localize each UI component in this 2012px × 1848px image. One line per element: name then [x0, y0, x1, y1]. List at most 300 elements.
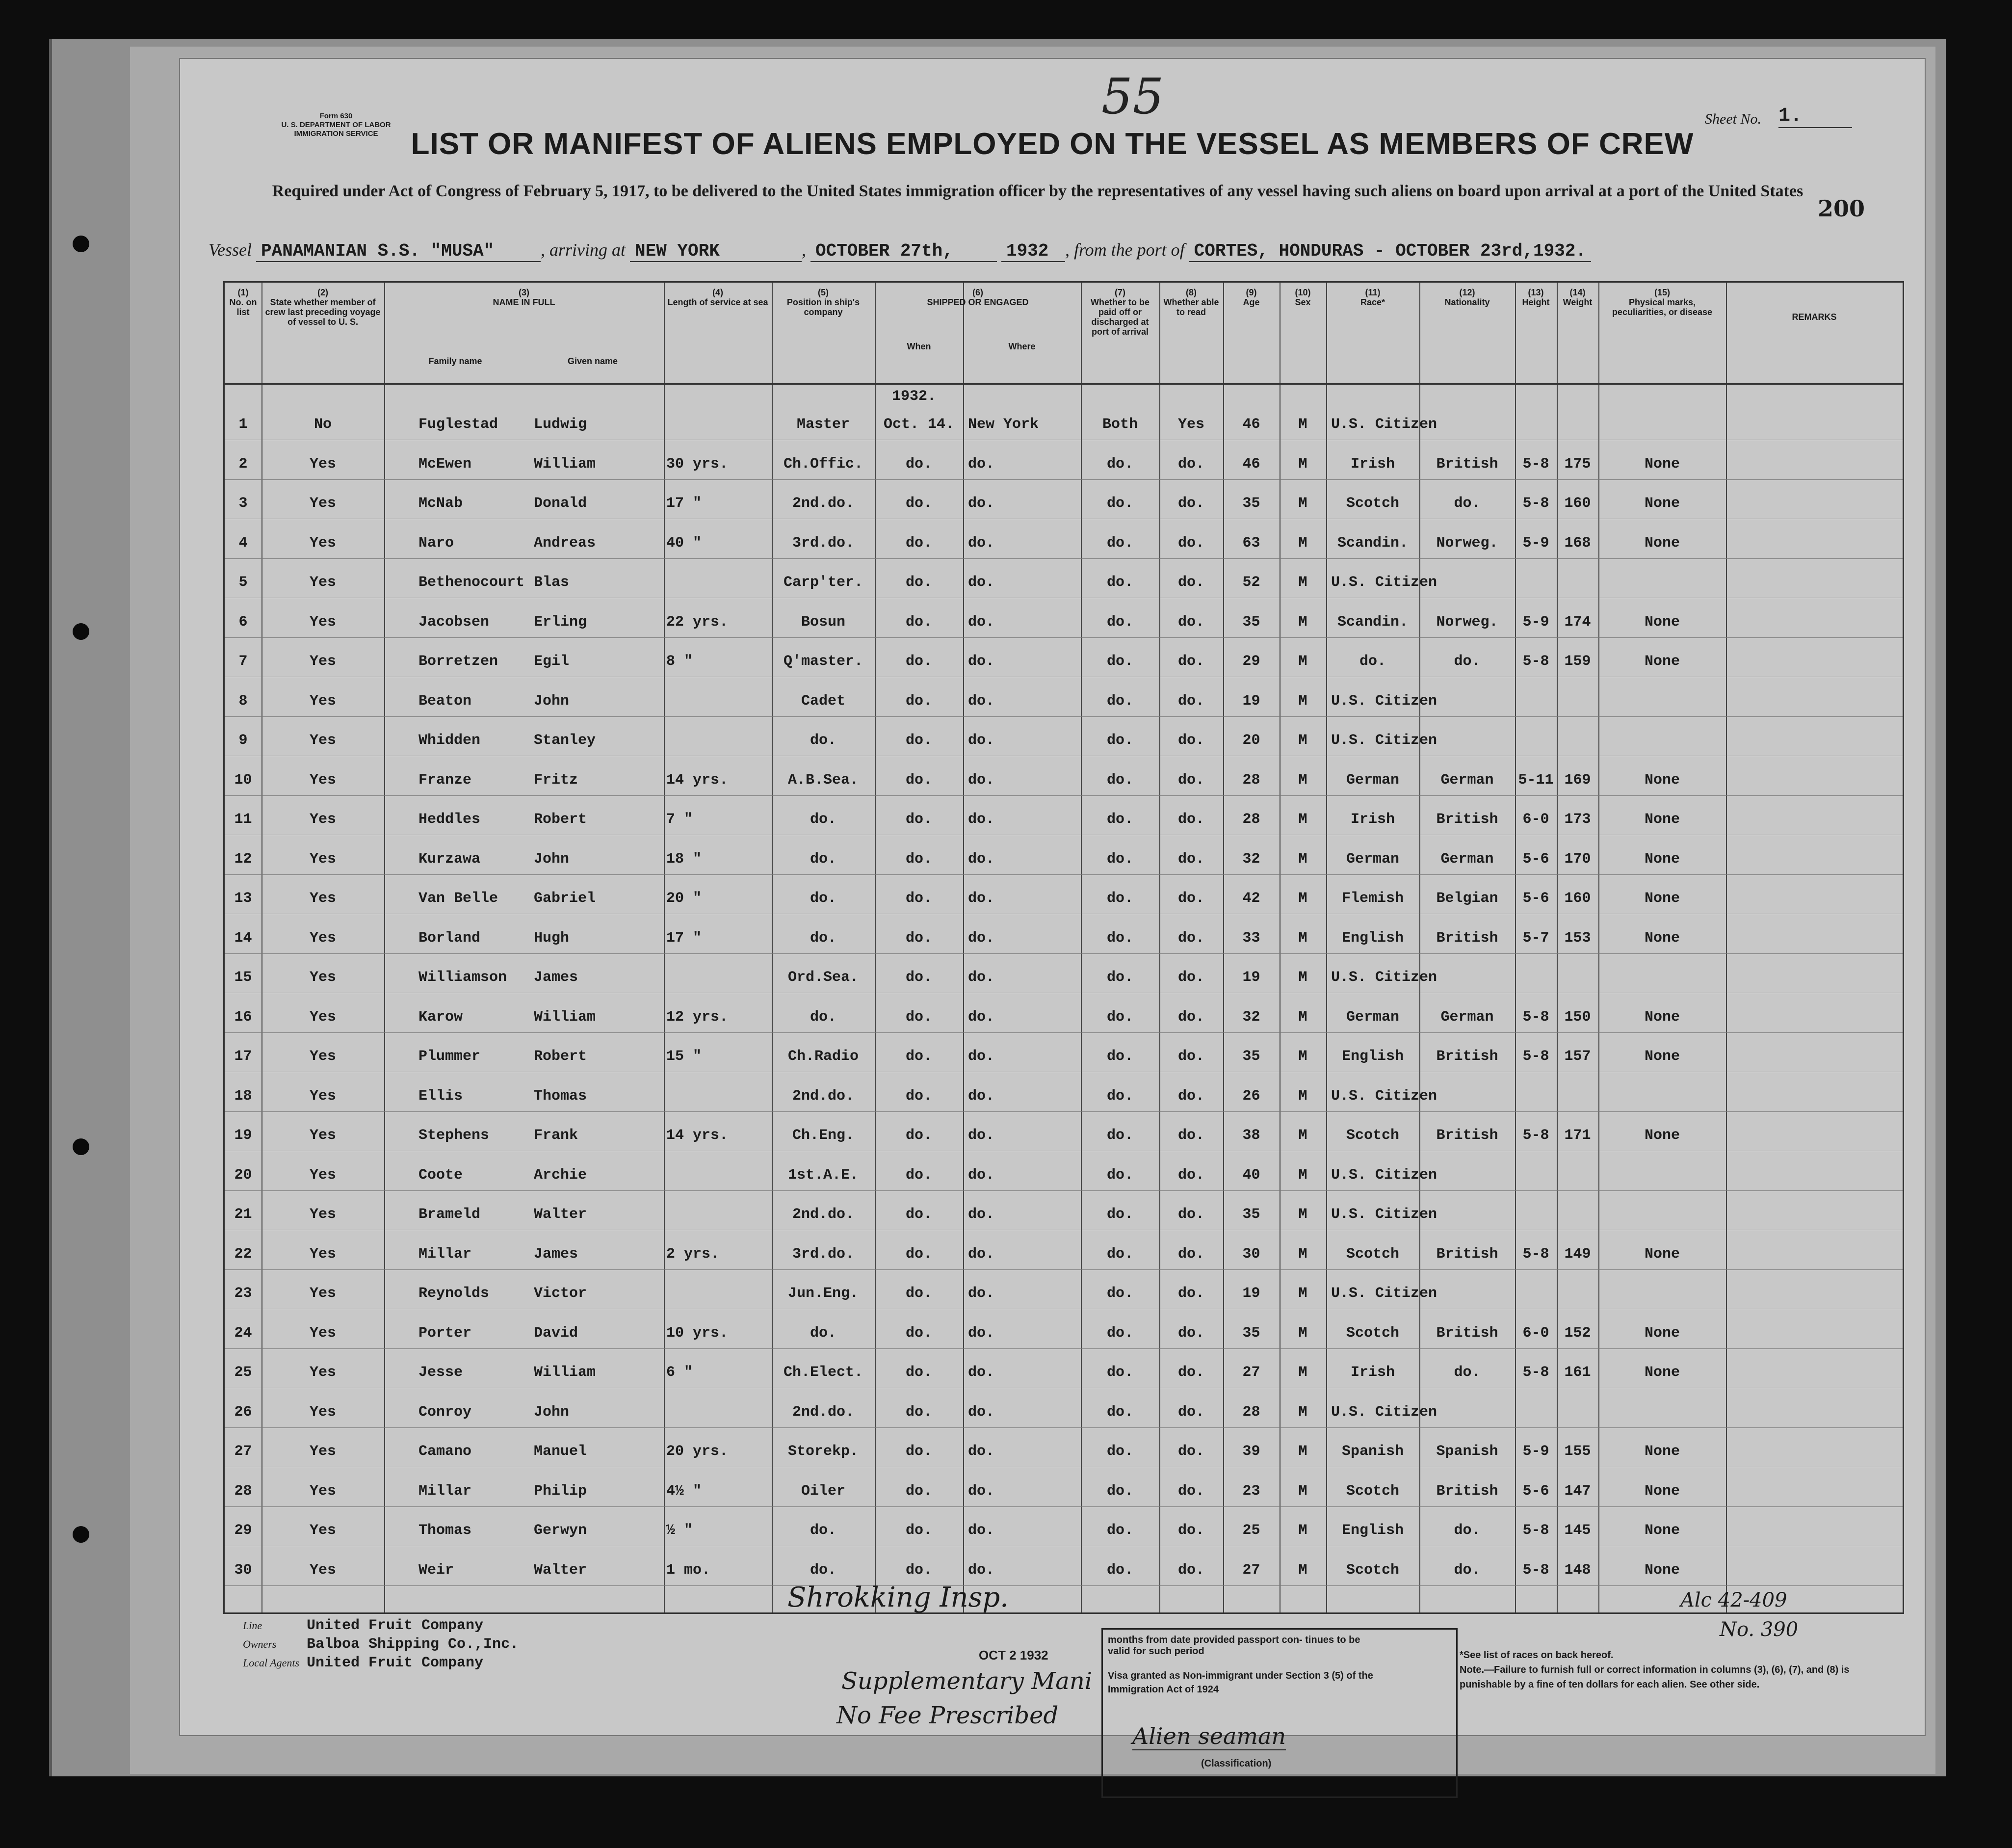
cell-list-number: 2 [238, 455, 248, 473]
cell-position: Ch.Elect. [783, 1364, 863, 1381]
cell-family-name: Karow [418, 1008, 463, 1026]
cell-race: English [1341, 1522, 1404, 1539]
line-value: United Fruit Company [307, 1617, 484, 1634]
header-col5 [774, 288, 872, 317]
cell-able-to-read: do. [1177, 1127, 1204, 1144]
cell-family-name: Beaton [418, 692, 472, 710]
cell-age: 40 [1242, 1166, 1260, 1184]
header-col13 [1517, 288, 1554, 307]
punch-hole [73, 623, 89, 640]
cell-service-length: 14 yrs. [666, 1127, 729, 1144]
cell-given-name: Hugh [534, 929, 570, 947]
cell-family-name: Heddles [418, 811, 481, 828]
cell-weight: 153 [1564, 929, 1591, 947]
cell-height: 5-8 [1522, 495, 1549, 512]
header-col2-label: State whether member of crew last preceding voyage of vessel to U. S. [265, 297, 381, 327]
cell-race: U.S. Citizen [1331, 1166, 1437, 1184]
cell-paid-off: do. [1106, 692, 1133, 710]
header-col3-number: (3) [519, 288, 529, 297]
cell-height: 5-8 [1522, 455, 1549, 473]
cell-able-to-read: do. [1177, 653, 1204, 670]
cell-service-length: 14 yrs. [666, 771, 729, 789]
cell-able-to-read: do. [1177, 1206, 1204, 1223]
cell-shipped-where: do. [968, 732, 995, 749]
cell-sex: M [1298, 416, 1307, 433]
header-col14-number: (14) [1569, 288, 1586, 297]
cell-nationality: do. [1454, 653, 1481, 670]
cell-service-length: 4½ " [666, 1482, 702, 1500]
cell-shipped-when: do. [905, 969, 932, 986]
cell-service-length: 17 " [666, 495, 702, 512]
cell-physical-marks: None [1644, 613, 1680, 631]
cell-paid-off: do. [1106, 1245, 1133, 1263]
column-divider [1726, 283, 1727, 1612]
cell-service-length: 6 " [666, 1364, 693, 1381]
cell-physical-marks: None [1644, 850, 1680, 868]
cell-given-name: Walter [534, 1561, 587, 1579]
cell-weight: 171 [1564, 1127, 1591, 1144]
cell-able-to-read: do. [1177, 969, 1204, 986]
cell-able-to-read: do. [1177, 890, 1204, 907]
cell-service-length: 40 " [666, 534, 702, 552]
cell-family-name: McNab [418, 495, 463, 512]
header-col15 [1601, 288, 1724, 317]
handwritten-no-fee: No Fee Prescribed [836, 1702, 1059, 1729]
cell-given-name: Ludwig [534, 416, 587, 433]
header-family-name: Family name [428, 356, 482, 366]
cell-sex: M [1298, 969, 1307, 986]
header-col11 [1329, 288, 1417, 307]
cell-prior-voyage: Yes [309, 771, 336, 789]
column-divider [1557, 283, 1558, 1612]
cell-race: English [1341, 1048, 1404, 1065]
cell-sex: M [1298, 1403, 1307, 1421]
cell-position: Jun.Eng. [787, 1285, 859, 1302]
cell-height: 6-0 [1522, 1324, 1549, 1342]
cell-age: 63 [1242, 534, 1260, 552]
cell-paid-off: do. [1106, 1048, 1133, 1065]
cell-physical-marks: None [1644, 1443, 1680, 1460]
cell-shipped-where: do. [968, 613, 995, 631]
cell-age: 33 [1242, 929, 1260, 947]
header-col9-number: (9) [1246, 288, 1257, 297]
cell-sex: M [1298, 929, 1307, 947]
cell-nationality: do. [1454, 495, 1481, 512]
cell-weight: 150 [1564, 1008, 1591, 1026]
cell-paid-off: do. [1106, 1443, 1133, 1460]
agents-value: United Fruit Company [307, 1655, 484, 1671]
cell-list-number: 3 [238, 495, 248, 512]
cell-position: Storekp. [787, 1443, 859, 1460]
cell-shipped-when: do. [905, 1285, 932, 1302]
cell-race: Scotch [1346, 1324, 1400, 1342]
header-col7 [1083, 288, 1157, 337]
inspector-signature: Shrokking Insp. [787, 1582, 1009, 1613]
cell-nationality: German [1440, 1008, 1494, 1026]
cell-age: 25 [1242, 1522, 1260, 1539]
cell-position: A.B.Sea. [787, 771, 859, 789]
cell-sex: M [1298, 1008, 1307, 1026]
cell-given-name: Philip [534, 1482, 587, 1500]
cell-able-to-read: do. [1177, 1482, 1204, 1500]
cell-sex: M [1298, 1087, 1307, 1105]
cell-given-name: Frank [534, 1127, 578, 1144]
row-rule [225, 1111, 1903, 1112]
arrival-year: 1932 [1001, 241, 1065, 262]
cell-race: Flemish [1341, 890, 1404, 907]
cell-shipped-when: do. [905, 929, 932, 947]
cell-given-name: Blas [534, 574, 570, 591]
cell-weight: 157 [1564, 1048, 1591, 1065]
cell-sex: M [1298, 1127, 1307, 1144]
row-rule [225, 479, 1903, 480]
cell-sex: M [1298, 574, 1307, 591]
cell-service-length: 18 " [666, 850, 702, 868]
cell-list-number: 19 [234, 1127, 252, 1144]
cell-family-name: Franze [418, 771, 472, 789]
header-col3-label: NAME IN FULL [493, 297, 555, 307]
cell-list-number: 24 [234, 1324, 252, 1342]
cell-family-name: Bethenocourt [418, 574, 525, 591]
cell-shipped-where: do. [968, 534, 995, 552]
cell-physical-marks: None [1644, 653, 1680, 670]
cell-age: 27 [1242, 1364, 1260, 1381]
cell-shipped-when: do. [905, 1561, 932, 1579]
cell-age: 19 [1242, 1285, 1260, 1302]
races-note: *See list of races on back hereof. [1460, 1650, 1614, 1661]
cell-shipped-when: do. [905, 811, 932, 828]
cell-race: U.S. Citizen [1331, 416, 1437, 433]
cell-list-number: 22 [234, 1245, 252, 1263]
column-divider [963, 283, 964, 1612]
cell-prior-voyage: Yes [309, 1166, 336, 1184]
form-number: Form 630 [319, 112, 353, 120]
cell-age: 27 [1242, 1561, 1260, 1579]
cell-family-name: Thomas [418, 1522, 472, 1539]
cell-sex: M [1298, 771, 1307, 789]
cell-weight: 161 [1564, 1364, 1591, 1381]
agents-label: Local Agents [243, 1657, 300, 1669]
cell-height: 5-6 [1522, 850, 1549, 868]
cell-list-number: 30 [234, 1561, 252, 1579]
header-when: When [907, 342, 931, 351]
cell-paid-off: do. [1106, 811, 1133, 828]
cell-service-length: ½ " [666, 1522, 693, 1539]
cell-able-to-read: do. [1177, 495, 1204, 512]
cell-sex: M [1298, 534, 1307, 552]
cell-given-name: James [534, 969, 578, 986]
cell-age: 46 [1242, 416, 1260, 433]
cell-able-to-read: do. [1177, 929, 1204, 947]
cell-age: 35 [1242, 613, 1260, 631]
cell-position: do. [810, 890, 836, 907]
cell-sex: M [1298, 653, 1307, 670]
header-col8 [1162, 288, 1221, 317]
cell-shipped-when: do. [905, 890, 932, 907]
header-given-name: Given name [567, 356, 618, 366]
cell-family-name: Ellis [418, 1087, 463, 1105]
cell-able-to-read: do. [1177, 1166, 1204, 1184]
handwritten-reference-2: No. 390 [1720, 1618, 1799, 1641]
cell-given-name: Gerwyn [534, 1522, 587, 1539]
cell-race: English [1341, 929, 1404, 947]
arrival-date: OCTOBER 27th, [810, 241, 997, 262]
cell-list-number: 7 [238, 653, 248, 670]
cell-able-to-read: do. [1177, 613, 1204, 631]
cell-sex: M [1298, 811, 1307, 828]
cell-able-to-read: Yes [1177, 416, 1204, 433]
cell-shipped-where: do. [968, 1482, 995, 1500]
arrival-port: NEW YORK [630, 241, 802, 262]
cell-position: 1st.A.E. [787, 1166, 859, 1184]
cell-shipped-where: do. [968, 1048, 995, 1065]
cell-able-to-read: do. [1177, 455, 1204, 473]
cell-nationality: Norweg. [1436, 613, 1498, 631]
cell-sex: M [1298, 890, 1307, 907]
visa-validity-text: months from date provided passport con- tinues to be valid for such period [1108, 1635, 1360, 1657]
cell-service-length: 1 mo. [666, 1561, 711, 1579]
cell-race: Scandin. [1337, 613, 1409, 631]
cell-list-number: 20 [234, 1166, 252, 1184]
cell-shipped-when: do. [905, 1127, 932, 1144]
sheet-number-label: Sheet No. [1705, 111, 1761, 127]
cell-weight: 173 [1564, 811, 1591, 828]
cell-list-number: 5 [238, 574, 248, 591]
cell-weight: 145 [1564, 1522, 1591, 1539]
cell-able-to-read: do. [1177, 534, 1204, 552]
shipped-year-note: 1932. [892, 388, 937, 405]
cell-height: 5-9 [1522, 534, 1549, 552]
cell-given-name: John [534, 850, 570, 868]
cell-position: 3rd.do. [792, 1245, 855, 1263]
cell-given-name: Stanley [534, 732, 596, 749]
cell-nationality: Spanish [1436, 1443, 1498, 1460]
cell-shipped-when: do. [905, 850, 932, 868]
cell-list-number: 6 [238, 613, 248, 631]
cell-nationality: German [1440, 771, 1494, 789]
punch-hole [73, 1138, 89, 1155]
cell-prior-voyage: Yes [309, 1127, 336, 1144]
header-col12 [1422, 288, 1513, 307]
cell-service-length: 30 yrs. [666, 455, 729, 473]
cell-given-name: David [534, 1324, 578, 1342]
header-col2-number: (2) [317, 288, 328, 297]
cell-paid-off: do. [1106, 495, 1133, 512]
cell-able-to-read: do. [1177, 850, 1204, 868]
cell-sex: M [1298, 692, 1307, 710]
header-col2 [264, 288, 382, 327]
manifest-sheet [179, 58, 1926, 1769]
cell-physical-marks: None [1644, 1048, 1680, 1065]
cell-weight: 169 [1564, 771, 1591, 789]
cell-position: do. [810, 1324, 836, 1342]
sheet-number-value: 1. [1778, 105, 1852, 128]
cell-paid-off: do. [1106, 1364, 1133, 1381]
header-col10 [1282, 288, 1324, 307]
header-col6-number: (6) [972, 288, 983, 297]
cell-shipped-where: do. [968, 890, 995, 907]
cell-position: 2nd.do. [792, 1206, 855, 1223]
cell-age: 28 [1242, 771, 1260, 789]
cell-age: 35 [1242, 1324, 1260, 1342]
cell-physical-marks: None [1644, 1482, 1680, 1500]
cell-paid-off: do. [1106, 1008, 1133, 1026]
cell-height: 5-8 [1522, 1561, 1549, 1579]
row-rule [225, 1427, 1903, 1428]
cell-nationality: do. [1454, 1522, 1481, 1539]
page-subtitle: Required under Act of Congress of February 5, 1917, to be delivered to the United States immigration officer by the representatives of any vessel having such aliens on board upon arrival at a port of the United States [272, 182, 1803, 200]
cell-race: Scotch [1346, 1245, 1400, 1263]
cell-age: 30 [1242, 1245, 1260, 1263]
cell-prior-voyage: Yes [309, 1482, 336, 1500]
cell-race: U.S. Citizen [1331, 1206, 1437, 1223]
cell-prior-voyage: No [314, 416, 332, 433]
header-col6 [877, 288, 1078, 307]
cell-list-number: 18 [234, 1087, 252, 1105]
cell-age: 35 [1242, 1048, 1260, 1065]
cell-prior-voyage: Yes [309, 811, 336, 828]
row-rule [225, 716, 1903, 717]
cell-paid-off: do. [1106, 574, 1133, 591]
cell-age: 39 [1242, 1443, 1260, 1460]
cell-given-name: Archie [534, 1166, 587, 1184]
cell-family-name: Whidden [418, 732, 481, 749]
cell-paid-off: do. [1106, 1285, 1133, 1302]
header-col10-label: Sex [1295, 297, 1311, 307]
cell-sex: M [1298, 1482, 1307, 1500]
cell-shipped-when: do. [905, 692, 932, 710]
cell-paid-off: do. [1106, 1166, 1133, 1184]
cell-physical-marks: None [1644, 1324, 1680, 1342]
cell-weight: 159 [1564, 653, 1591, 670]
cell-race: Irish [1350, 455, 1395, 473]
cell-able-to-read: do. [1177, 1324, 1204, 1342]
cell-race: U.S. Citizen [1331, 969, 1437, 986]
header-col10-number: (10) [1295, 288, 1311, 297]
cell-family-name: Borretzen [418, 653, 498, 670]
cell-age: 38 [1242, 1127, 1260, 1144]
column-divider [1598, 283, 1599, 1612]
cell-able-to-read: do. [1177, 692, 1204, 710]
cell-prior-voyage: Yes [309, 929, 336, 947]
cell-able-to-read: do. [1177, 811, 1204, 828]
cell-family-name: Camano [418, 1443, 472, 1460]
cell-physical-marks: None [1644, 890, 1680, 907]
cell-age: 52 [1242, 574, 1260, 591]
cell-nationality: British [1436, 455, 1498, 473]
cell-race: U.S. Citizen [1331, 732, 1437, 749]
cell-nationality: British [1436, 1127, 1498, 1144]
cell-nationality: Norweg. [1436, 534, 1498, 552]
cell-family-name: Jacobsen [418, 613, 490, 631]
header-col12-label: Nationality [1444, 297, 1490, 307]
cell-family-name: Plummer [418, 1048, 481, 1065]
cell-sex: M [1298, 1285, 1307, 1302]
cell-family-name: Conroy [418, 1403, 472, 1421]
cell-family-name: Van Belle [418, 890, 498, 907]
cell-physical-marks: None [1644, 771, 1680, 789]
cell-able-to-read: do. [1177, 574, 1204, 591]
header-col1-number: (1) [237, 288, 249, 297]
owners-label: Owners [243, 1638, 277, 1650]
cell-prior-voyage: Yes [309, 1245, 336, 1263]
cell-shipped-where: do. [968, 692, 995, 710]
cell-given-name: Gabriel [534, 890, 596, 907]
cell-race: Irish [1350, 1364, 1395, 1381]
cell-shipped-where: do. [968, 1403, 995, 1421]
cell-family-name: Borland [418, 929, 481, 947]
cell-family-name: Weir [418, 1561, 454, 1579]
cell-paid-off: do. [1106, 1324, 1133, 1342]
header-col13-number: (13) [1528, 288, 1544, 297]
column-divider [664, 283, 665, 1612]
stamp-number: 200 [1818, 195, 1865, 222]
cell-paid-off: do. [1106, 455, 1133, 473]
cell-list-number: 8 [238, 692, 248, 710]
cell-race: U.S. Citizen [1331, 1285, 1437, 1302]
cell-position: do. [810, 850, 836, 868]
cell-age: 26 [1242, 1087, 1260, 1105]
cell-list-number: 28 [234, 1482, 252, 1500]
cell-family-name: McEwen [418, 455, 472, 473]
cell-shipped-when: do. [905, 1364, 932, 1381]
cell-given-name: John [534, 692, 570, 710]
cell-height: 5-8 [1522, 1048, 1549, 1065]
cell-prior-voyage: Yes [309, 653, 336, 670]
cell-shipped-when: Oct. 14. [883, 416, 955, 433]
cell-weight: 174 [1564, 613, 1591, 631]
cell-given-name: Victor [534, 1285, 587, 1302]
cell-race: do. [1359, 653, 1386, 670]
cell-height: 5-8 [1522, 1522, 1549, 1539]
cell-paid-off: do. [1106, 771, 1133, 789]
header-divider [225, 383, 1903, 385]
cell-weight: 168 [1564, 534, 1591, 552]
cell-paid-off: do. [1106, 534, 1133, 552]
cell-list-number: 1 [238, 416, 248, 433]
cell-nationality: Belgian [1436, 890, 1498, 907]
vessel-name: PANAMANIAN S.S. "MUSA" [256, 241, 541, 262]
cell-shipped-where: do. [968, 771, 995, 789]
cell-able-to-read: do. [1177, 1285, 1204, 1302]
cell-sex: M [1298, 1206, 1307, 1223]
cell-physical-marks: None [1644, 1561, 1680, 1579]
row-rule [225, 1348, 1903, 1349]
cell-family-name: Williamson [418, 969, 507, 986]
cell-nationality: British [1436, 1245, 1498, 1263]
cell-given-name: John [534, 1403, 570, 1421]
department-name: U. S. DEPARTMENT OF LABOR [281, 121, 391, 129]
punch-hole [73, 1526, 89, 1543]
page-title: LIST OR MANIFEST OF ALIENS EMPLOYED ON THE VESSEL AS MEMBERS OF CREW [411, 127, 1694, 161]
cell-given-name: Robert [534, 1048, 587, 1065]
cell-able-to-read: do. [1177, 1087, 1204, 1105]
cell-nationality: British [1436, 1048, 1498, 1065]
cell-service-length: 12 yrs. [666, 1008, 729, 1026]
cell-able-to-read: do. [1177, 1522, 1204, 1539]
cell-list-number: 17 [234, 1048, 252, 1065]
visa-section-text: Visa granted as Non-immigrant under Section 3 (5) of the Immigration Act of 1924 [1108, 1670, 1373, 1695]
owners-value: Balboa Shipping Co.,Inc. [307, 1636, 519, 1653]
header-col3 [387, 288, 661, 307]
cell-position: Q'master. [783, 653, 863, 670]
cell-paid-off: do. [1106, 653, 1133, 670]
cell-prior-voyage: Yes [309, 1087, 336, 1105]
cell-height: 5-8 [1522, 1245, 1549, 1263]
header-col7-label: Whether to be paid off or discharged at port of arrival [1091, 297, 1150, 337]
cell-shipped-where: do. [968, 1245, 995, 1263]
cell-given-name: Donald [534, 495, 587, 512]
